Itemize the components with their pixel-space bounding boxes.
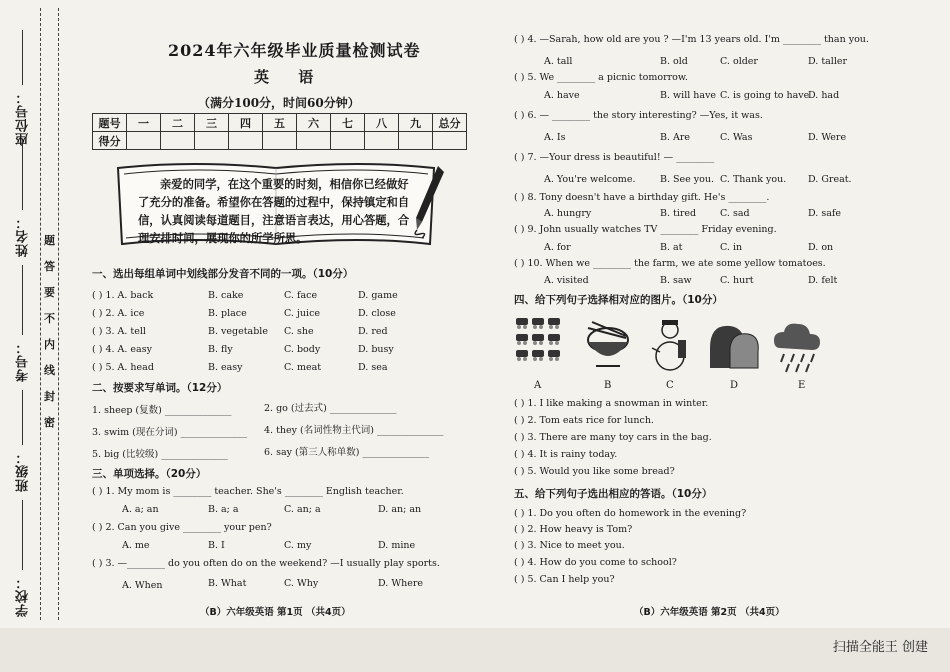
s1-q5-b: B. easy <box>208 362 243 373</box>
score-table <box>92 113 467 150</box>
s3-q8-b: B. tired <box>660 208 697 219</box>
s3-q5-d: D. had <box>808 90 840 101</box>
s3-q10: ( ) 10. When we ________ the farm, we ate some yellow tomatoes. <box>514 258 826 269</box>
binding-dash-line-inner <box>58 8 59 620</box>
page1-footer: （B）六年级英语 第1页 （共4页） <box>200 607 351 618</box>
s3-q8-c: C. sad <box>720 208 750 219</box>
seal-char: 要 <box>44 286 55 299</box>
s3-q1-d: D. an; an <box>378 504 422 515</box>
seal-char: 答 <box>44 260 55 273</box>
class-line <box>22 390 23 445</box>
s1-q2-d: D. close <box>358 308 396 319</box>
score-input-cell[interactable] <box>127 132 161 150</box>
score-input-cell[interactable] <box>365 132 399 150</box>
s3-q6-a: A. Is <box>544 132 566 143</box>
name-line <box>22 140 23 210</box>
seat-number-line <box>22 30 23 85</box>
s3-q2: ( ) 2. Can you give ________ your pen? <box>92 522 272 533</box>
score-input-cell[interactable] <box>331 132 365 150</box>
s3-q6-d: D. Were <box>808 132 847 143</box>
s3-q7: ( ) 7. —Your dress is beautiful! — ________ <box>514 152 715 163</box>
s5-q5: ( ) 5. Can I help you? <box>514 574 615 585</box>
score-cell: 四 <box>229 114 263 132</box>
s3-q4-a: A. tall <box>544 56 573 67</box>
score-cell: 题号 <box>93 114 127 132</box>
s3-q4: ( ) 4. —Sarah, how old are you ? —I'm 13 years old. I'm ________ than you. <box>514 34 869 45</box>
s3-q5: ( ) 5. We ________ a picnic tomorrow. <box>514 72 688 83</box>
s2-q5: 5. big (比较级) ______________ <box>92 449 228 460</box>
page2-footer: （B）六年级英语 第2页 （共4页） <box>634 607 785 618</box>
score-cell: 得分 <box>93 132 127 150</box>
s3-q3-a: A. When <box>122 580 163 591</box>
section1-title: 一、选出每组单词中划线部分发音不同的一项。（10分） <box>92 268 354 280</box>
s3-q8-a: A. hungry <box>544 208 592 219</box>
s3-q9-b: B. at <box>660 242 683 253</box>
bread-picture <box>706 318 762 372</box>
s3-q7-b: B. See you. <box>660 174 715 185</box>
score-input-cell[interactable] <box>297 132 331 150</box>
s3-q10-c: C. hurt <box>720 275 754 286</box>
s4-q5: ( ) 5. Would you like some bread? <box>514 466 675 477</box>
s3-q9: ( ) 9. John usually watches TV ________ Friday evening. <box>514 224 777 235</box>
score-cell: 九 <box>399 114 433 132</box>
s1-q5-c: C. meat <box>284 362 322 373</box>
s1-q3-d: D. red <box>358 326 388 337</box>
score-input-cell[interactable] <box>195 132 229 150</box>
binding-strip <box>0 0 86 628</box>
seal-char: 线 <box>44 364 55 377</box>
s1-q2-b: B. place <box>208 308 247 319</box>
s3-q7-c: C. Thank you. <box>720 174 787 185</box>
s1-q1-c: C. face <box>284 290 318 301</box>
s4-q4: ( ) 4. It is rainy today. <box>514 449 618 460</box>
s3-q5-b: B. will have <box>660 90 717 101</box>
school-label: 学校： <box>16 575 31 617</box>
exam-number-line <box>22 265 23 335</box>
binding-dash-line <box>40 8 41 620</box>
s5-q2: ( ) 2. How heavy is Tom? <box>514 524 633 535</box>
exam-number-label: 考号： <box>16 340 31 382</box>
score-cell: 五 <box>263 114 297 132</box>
s3-q1-b: B. a; a <box>208 504 239 515</box>
name-label: 姓名： <box>16 215 31 257</box>
s3-q10-d: D. felt <box>808 275 838 286</box>
s3-q9-c: C. in <box>720 242 743 253</box>
s1-q1: ( ) 1. A. back <box>92 290 154 301</box>
score-cell: 二 <box>161 114 195 132</box>
score-cell: 六 <box>297 114 331 132</box>
picture-label-e: E <box>798 380 806 391</box>
rice-bowl-picture <box>582 318 634 370</box>
picture-label-d: D <box>730 380 739 391</box>
seal-char: 内 <box>44 338 55 351</box>
section2-title: 二、按要求写单词。（12分） <box>92 382 228 394</box>
score-input-cell[interactable] <box>161 132 195 150</box>
s5-q1: ( ) 1. Do you often do homework in the evening? <box>514 508 747 519</box>
s3-q5-a: A. have <box>544 90 580 101</box>
score-input-cell[interactable] <box>263 132 297 150</box>
s3-q9-a: A. for <box>544 242 571 253</box>
section3-title: 三、单项选择。（20分） <box>92 468 207 480</box>
score-cell: 一 <box>127 114 161 132</box>
seat-number-label: 座位号： <box>16 90 31 146</box>
s2-q6: 6. say (第三人称单数) ______________ <box>264 447 429 458</box>
s3-q6: ( ) 6. — ________ the story interesting? —Yes, it was. <box>514 110 763 121</box>
s3-q2-b: B. I <box>208 540 225 551</box>
score-cell: 八 <box>365 114 399 132</box>
section5-title: 五、给下列句子选出相应的答语。（10分） <box>514 488 713 500</box>
s1-q4-c: C. body <box>284 344 321 355</box>
s1-q5: ( ) 5. A. head <box>92 362 154 373</box>
s3-q4-c: C. older <box>720 56 758 67</box>
s4-q1: ( ) 1. I like making a snowman in winter. <box>514 398 709 409</box>
s3-q1-a: A. a; an <box>122 504 159 515</box>
s3-q6-b: B. Are <box>660 132 691 143</box>
s3-q6-c: C. Was <box>720 132 753 143</box>
snowman-picture <box>650 318 690 374</box>
s3-q2-a: A. me <box>122 540 150 551</box>
score-input-cell[interactable] <box>229 132 263 150</box>
s3-q2-c: C. my <box>284 540 312 551</box>
s1-q3: ( ) 3. A. tell <box>92 326 146 337</box>
s3-q7-d: D. Great. <box>808 174 852 185</box>
picture-label-c: C <box>666 380 674 391</box>
seal-char: 题 <box>44 234 55 247</box>
s2-q3: 3. swim (现在分词) ______________ <box>92 427 248 438</box>
seal-char: 密 <box>44 416 55 429</box>
s3-q4-b: B. old <box>660 56 688 67</box>
s3-q3: ( ) 3. —________ do you often do on the weekend? —I usually play sports. <box>92 558 440 569</box>
s3-q5-c: C. is going to have <box>720 90 810 101</box>
s3-q1-c: C. an; a <box>284 504 321 515</box>
exam-note: （满分100分，时间60分钟） <box>198 96 360 110</box>
s3-q1: ( ) 1. My mom is ________ teacher. She's ________ English teacher. <box>92 486 404 497</box>
subject-title: 英 语 <box>254 68 326 86</box>
s1-q3-b: B. vegetable <box>208 326 268 337</box>
section4-title: 四、给下列句子选择相对应的图片。（10分） <box>514 294 723 306</box>
seal-char: 不 <box>44 312 55 325</box>
s3-q3-b: B. What <box>208 578 247 589</box>
s3-q4-d: D. taller <box>808 56 848 67</box>
s2-q2: 2. go (过去式) ______________ <box>264 403 397 414</box>
s5-q3: ( ) 3. Nice to meet you. <box>514 540 625 551</box>
scanner-watermark: 扫描全能王 创建 <box>832 640 928 655</box>
s3-q2-d: D. mine <box>378 540 416 551</box>
s1-q2-c: C. juice <box>284 308 321 319</box>
encouragement-text: 亲爱的同学，在这个重要的时刻，相信你已经做好了充分的准备。希望你在答题的过程中，保持镇定和自信，认真阅读每道题目，注意语言表达，用心答题，合理安排时间，展现你的所学所思。 <box>138 178 410 245</box>
score-input-cell[interactable] <box>399 132 433 150</box>
s3-q8-d: D. safe <box>808 208 841 219</box>
score-table-header-row <box>93 114 467 132</box>
seal-char: 封 <box>44 390 55 403</box>
s1-q3-c: C. she <box>284 326 314 337</box>
s1-q1-d: D. game <box>358 290 398 301</box>
s4-q3: ( ) 3. There are many toy cars in the bag. <box>514 432 712 443</box>
s3-q9-d: D. on <box>808 242 834 253</box>
s1-q2: ( ) 2. A. ice <box>92 308 145 319</box>
exam-title: 2024年六年级毕业质量检测试卷 <box>168 41 421 60</box>
s3-q7-a: A. You're welcome. <box>544 174 636 185</box>
class-label: 班级： <box>16 450 31 492</box>
s1-q1-b: B. cake <box>208 290 244 301</box>
s5-q4: ( ) 4. How do you come to school? <box>514 557 677 568</box>
score-cell: 总分 <box>433 114 467 132</box>
s1-q5-d: D. sea <box>358 362 388 373</box>
rain-cloud-picture <box>772 320 822 374</box>
score-input-cell[interactable] <box>433 132 467 150</box>
s2-q4: 4. they (名词性物主代词) ______________ <box>264 425 444 436</box>
score-cell: 七 <box>331 114 365 132</box>
s3-q3-c: C. Why <box>284 578 319 589</box>
toy-cars-picture <box>514 314 566 364</box>
school-line <box>22 500 23 570</box>
s3-q8: ( ) 8. Tony doesn't have a birthday gift. He's ________. <box>514 192 770 203</box>
s3-q3-d: D. Where <box>378 578 423 589</box>
s4-q2: ( ) 2. Tom eats rice for lunch. <box>514 415 654 426</box>
picture-label-a: A <box>534 380 542 391</box>
s1-q4-d: D. busy <box>358 344 394 355</box>
s2-q1: 1. sheep (复数) ______________ <box>92 405 232 416</box>
picture-label-b: B <box>604 380 612 391</box>
score-cell: 三 <box>195 114 229 132</box>
s3-q10-b: B. saw <box>660 275 692 286</box>
s1-q4: ( ) 4. A. easy <box>92 344 152 355</box>
s1-q4-b: B. fly <box>208 344 233 355</box>
score-table-score-row <box>93 132 467 150</box>
s3-q10-a: A. visited <box>544 275 589 286</box>
